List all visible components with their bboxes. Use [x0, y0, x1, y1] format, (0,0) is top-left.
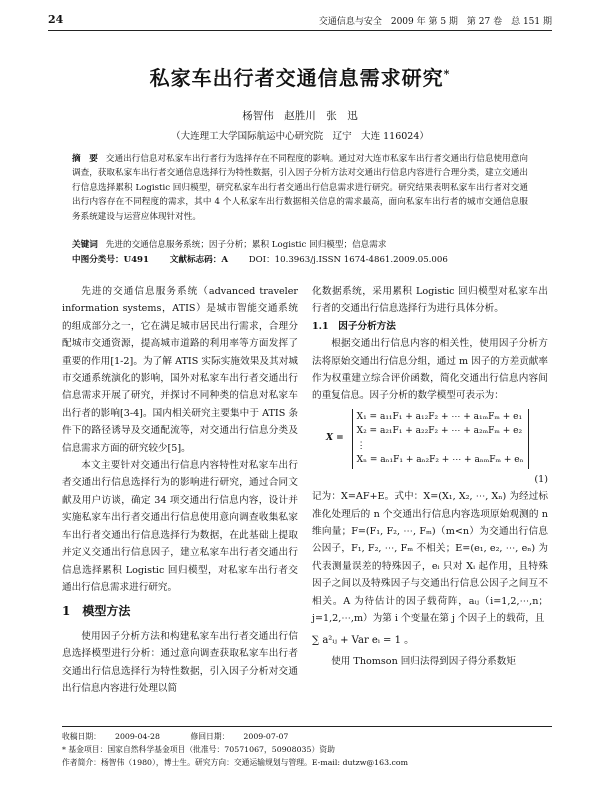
- left-column: [62, 283, 298, 697]
- equation-explanation: 记为：X=AF+E。式中：X=(X₁, X₂, ⋯, Xₙ) 为经过标准化处理后的 n 个交通出行信息内容选项原始观测的 n 维向量；F=(F₁, F₂, ⋯, Fₘ)（m<n）为交通出行信息公因子，F₁, F₂, ⋯, Fₘ 不相关；E=(e₁, e₂, ⋯, eₙ) 为代表测量误差的特殊因子，eᵢ 只对 Xᵢ 起作用，且特殊因子之间以及特殊因子与交通出行信息公因子之间互不相关。A 为待估计的因子载荷阵，aᵢⱼ（i=1,2,⋯,n；j=1,2,⋯,m）为第 i 个变量在第 j 个因子上的载荷，且: [312, 491, 548, 625]
- paper-title-text: 私家车出行者交通信息需求研究: [149, 66, 444, 90]
- equation-row: X₁ = a₁₁F₁ + a₁₂F₂ + ⋯ + a₁ₘFₘ + e₁: [356, 411, 523, 422]
- authors: 杨智伟 赵胜川 张 迅: [242, 110, 358, 122]
- received-date: 2009-04-28: [114, 732, 160, 741]
- author-bio: 作者简介：杨智伟（1980），博士生。研究方向：交通运输规划与管理。E-mail: dutzw@163.com: [62, 758, 408, 767]
- keywords-text: 先进的交通信息服务系统；因子分析；累积 Logistic 回归模型；信息需求: [105, 240, 387, 250]
- abstract-label: 摘 要: [72, 154, 98, 164]
- paper-title: [0, 62, 600, 91]
- intro-paragraph-2: 本文主要针对交通出行信息内容特性对私家车出行者交通出行信息选择行为的影响进行研究，通过合同文献及用户访谈，确定 34 项交通出行信息内容，设计并实施私家车出行者交通出行信息使用意向调查收集私家车出行者交通出行信息选择行为数据，在此基础上提取并定义交通出行信息因子，建立私家车出行者交通出行信息选择累积 Logistic 回归模型，对私家车出行者交通出行信息需求进行研究。: [62, 460, 298, 593]
- document-code: 文献标志码：A: [169, 255, 228, 265]
- revised-date: 2009-07-07: [243, 732, 289, 741]
- dates-line: 收稿日期： 2009-04-28 修回日期： 2009-07-07: [62, 732, 289, 741]
- equation-system: [352, 409, 529, 469]
- equation-row: X₂ = a₂₁F₁ + a₂₂F₂ + ⋯ + a₂ₘFₘ + e₂: [356, 426, 523, 437]
- intro-paragraph-1: 先进的交通信息服务系统（advanced traveler information systems，ATIS）是城市智能交通系统的组成部分之一，它在满足城市居民出行需求，合理分配城市交通资源，提高城市道路的利用率等方面发挥了重要的作用[1-2]。为了解 ATIS 实际实施效果及其对城市交通系统演化的影响，国外对私家车出行者交通出行信息需求开展了研究，并探讨不同种类的信息对私家车出行者的影响[3-4]。国内相关研究主要集中于 ATIS 条件下的路径诱导及交通配流等，对交通出行信息分类及信息需求方面的研究较少[5]。: [62, 286, 298, 454]
- abstract: [72, 152, 528, 224]
- keywords-label: 关键词: [72, 240, 98, 250]
- keywords: [72, 238, 528, 252]
- section-heading-model-method: 1 模型方法: [62, 604, 131, 619]
- abstract-text: 交通出行信息对私家车出行者行为选择存在不同程度的影响。通过对大连市私家车出行者交通出行信息使用意向调查，获取私家车出行者交通信息选择行为特性数据，引入因子分析方法对交通出行信息内容进行合理分类，建立交通出行信息选择累积 Logistic 回归模型，研究私家车出行者交通出行信息需求进行研究。研究结果表明私家车出行者对交通出行内容存在不同程度的需求，其中 4 个人私家车出行数据相关信息的需求最高，面向私家车出行者的城市交通信息服务系统建设与运营应体现针对性。: [72, 154, 528, 222]
- page-number: 24: [48, 13, 64, 26]
- running-header: [48, 12, 552, 31]
- equation-1: [312, 409, 548, 469]
- doi: DOI：10.3963/j.ISSN 1674-4861.2009.05.006: [248, 255, 448, 265]
- journal-info: 交通信息与安全 2009 年 第 5 期 第 27 卷 总 151 期: [318, 17, 552, 27]
- equation-number: (1): [534, 473, 548, 485]
- subsection-heading-factor-analysis: 1.1 因子分析方法: [312, 320, 396, 332]
- classification-line: [72, 253, 528, 267]
- footnotes: [62, 726, 552, 769]
- affiliation: （大连理工大学国际航运中心研究院 辽宁 大连 116024）: [171, 131, 429, 142]
- right-column: [312, 283, 548, 670]
- method-paragraph: 使用因子分析方法和构建私家车出行者交通出行信息选择模型进行分析：通过意向调查获取私家车出行者交通出行信息选择行为特性数据，引入因子分析对交通出行信息内容进行处理以简: [62, 630, 298, 694]
- thomson-paragraph: 使用 Thomson 回归法得到因子得分系数矩: [331, 655, 516, 667]
- clc-number: 中图分类号：U491: [72, 255, 150, 265]
- equation-row: Xₙ = aₙ₁F₁ + aₙ₂F₂ + ⋯ + aₙₘFₘ + eₙ: [356, 455, 524, 466]
- fund-note: * 基金项目：国家自然科学基金项目（批准号：70571067，50908035）资助: [62, 745, 335, 754]
- title-footnote-mark: *: [443, 67, 451, 81]
- equation-row: ⋮: [356, 440, 366, 451]
- sum-formula: ∑ a²ᵢⱼ + Var eᵢ = 1 。: [312, 634, 415, 646]
- equation-lhs: X =: [326, 433, 344, 444]
- factor-analysis-paragraph: 根据交通出行信息内容的相关性，使用因子分析方法将原始交通出行信息分组，通过 m 因子的方差贡献率作为权重建立综合评价函数，简化交通出行信息内容间的重复信息。因子分析的数学模型可表示为：: [312, 338, 548, 402]
- continuation-paragraph: 化数据系统，采用累积 Logistic 回归模型对私家车出行者的交通出行信息选择行为进行具体分析。: [312, 286, 548, 315]
